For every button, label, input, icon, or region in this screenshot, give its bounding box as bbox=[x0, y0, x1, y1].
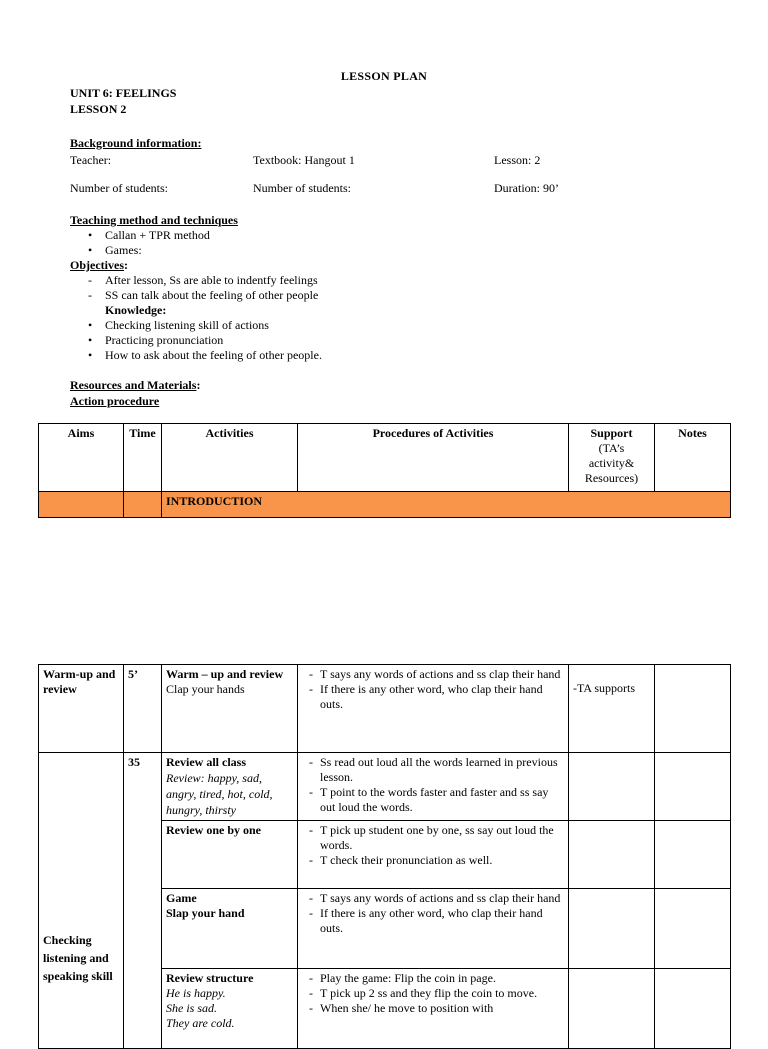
teaching-list bbox=[0, 228, 768, 258]
procedure-text: T says any words of actions and ss clap their hand bbox=[320, 667, 561, 681]
procedure-text: T point to the words faster and faster and ss say out loud the words. bbox=[320, 785, 549, 814]
list-item: Games: bbox=[105, 243, 142, 257]
time-cell: 5’ bbox=[124, 665, 162, 753]
support-cell bbox=[569, 969, 655, 1049]
support-title: Support bbox=[590, 426, 633, 440]
notes-cell bbox=[655, 753, 731, 821]
activity-sub: Slap your hand bbox=[166, 906, 245, 920]
duration-label: Duration: 90’ bbox=[494, 181, 559, 195]
procedure-item bbox=[302, 971, 564, 986]
teaching-heading: Teaching method and techniques bbox=[70, 213, 238, 227]
aims-cell: Warm-up and review bbox=[39, 665, 124, 753]
empty-cell bbox=[39, 492, 124, 518]
table-row bbox=[39, 753, 731, 821]
activity-title: Review all class bbox=[166, 755, 246, 769]
empty-cell bbox=[124, 492, 162, 518]
col-procedures: Procedures of Activities bbox=[298, 424, 569, 492]
procedure-cell bbox=[298, 821, 569, 889]
col-notes: Notes bbox=[655, 424, 731, 492]
notes-cell bbox=[655, 665, 731, 753]
support-line: activity& bbox=[588, 456, 635, 470]
objectives-list bbox=[0, 273, 768, 368]
procedure-item bbox=[302, 906, 564, 936]
procedure-text: T check their pronunciation as well. bbox=[320, 853, 493, 867]
list-item: Callan + TPR method bbox=[105, 228, 210, 242]
unit-title: UNIT 6: FEELINGS bbox=[70, 86, 177, 100]
dash: - bbox=[309, 1001, 313, 1015]
procedure-text: When she/ he move to position with bbox=[320, 1001, 494, 1015]
action-procedure-heading: Action procedure bbox=[70, 394, 160, 408]
bullet: • bbox=[88, 348, 93, 362]
procedure-cell bbox=[298, 969, 569, 1049]
procedure-item bbox=[302, 1001, 564, 1016]
notes-cell bbox=[655, 889, 731, 969]
activity-cell bbox=[162, 821, 298, 889]
activity-title: Review structure bbox=[166, 971, 254, 985]
activities-table bbox=[38, 664, 731, 1049]
list-item: How to ask about the feeling of other people. bbox=[105, 348, 322, 362]
support-line: (TA’s bbox=[598, 441, 625, 455]
procedure-item bbox=[302, 853, 564, 868]
aims-cell: Checking listening and speaking skill bbox=[39, 753, 124, 1049]
students-label: Number of students: bbox=[70, 181, 168, 195]
activity-line: She is sad. bbox=[166, 1001, 217, 1015]
procedure-text: T pick up student one by one, ss say out loud the words. bbox=[320, 823, 554, 852]
procedure-cell bbox=[298, 753, 569, 821]
activity-sub: Review: happy, sad, angry, tired, hot, cold, hungry, thirsty bbox=[166, 771, 273, 817]
dash: - bbox=[88, 273, 92, 287]
procedure-item bbox=[302, 986, 564, 1001]
procedure-item bbox=[302, 823, 564, 853]
procedure-item bbox=[302, 785, 564, 815]
activity-title: Game bbox=[166, 891, 197, 905]
list-item: Practicing pronunciation bbox=[105, 333, 224, 347]
notes-cell bbox=[655, 969, 731, 1049]
col-time: Time bbox=[124, 424, 162, 492]
teacher-label: Teacher: bbox=[70, 153, 112, 167]
procedure-text: If there is any other word, who clap their hand outs. bbox=[320, 682, 543, 711]
dash: - bbox=[88, 288, 92, 302]
procedure-cell bbox=[298, 665, 569, 753]
notes-cell bbox=[655, 821, 731, 889]
bullet: • bbox=[88, 243, 93, 257]
objectives-heading bbox=[70, 258, 128, 273]
support-cell bbox=[569, 753, 655, 821]
objectives-colon: : bbox=[123, 258, 128, 272]
dash: - bbox=[309, 667, 313, 681]
dash: - bbox=[309, 682, 313, 696]
header-row bbox=[39, 424, 731, 492]
activity-cell bbox=[162, 665, 298, 753]
list-item: SS can talk about the feeling of other people bbox=[105, 288, 319, 302]
support-line: Resources) bbox=[584, 471, 639, 485]
support-cell: -TA supports bbox=[569, 665, 655, 753]
procedure-text: Play the game: Flip the coin in page. bbox=[320, 971, 496, 985]
resources-heading-text: Resources and Materials bbox=[70, 378, 197, 392]
dash: - bbox=[309, 971, 313, 985]
dash: - bbox=[309, 891, 313, 905]
procedure-text: T says any words of actions and ss clap their hand bbox=[320, 891, 561, 905]
bullet: • bbox=[88, 228, 93, 242]
col-support bbox=[569, 424, 655, 492]
dash: - bbox=[309, 823, 313, 837]
procedure-item bbox=[302, 755, 564, 785]
activity-sub: Clap your hands bbox=[166, 682, 245, 696]
procedure-text: T pick up 2 ss and they flip the coin to move. bbox=[320, 986, 538, 1000]
header-table bbox=[38, 423, 731, 518]
procedure-text: If there is any other word, who clap their hand outs. bbox=[320, 906, 543, 935]
activity-title: Review one by one bbox=[166, 823, 261, 837]
dash: - bbox=[309, 785, 313, 799]
activity-cell bbox=[162, 969, 298, 1049]
knowledge-label: Knowledge: bbox=[105, 303, 167, 317]
resources-heading bbox=[70, 378, 200, 393]
col-aims: Aims bbox=[39, 424, 124, 492]
activity-line: He is happy. bbox=[166, 986, 226, 1000]
procedure-cell bbox=[298, 889, 569, 969]
activity-cell bbox=[162, 889, 298, 969]
procedure-item bbox=[302, 682, 564, 712]
dash: - bbox=[309, 906, 313, 920]
procedure-item bbox=[302, 667, 564, 682]
textbook-label: Textbook: Hangout 1 bbox=[253, 153, 355, 167]
section-label: INTRODUCTION bbox=[162, 492, 731, 518]
bullet: • bbox=[88, 318, 93, 332]
table-row bbox=[39, 665, 731, 753]
activity-line: They are cold. bbox=[166, 1016, 235, 1030]
page-title: LESSON PLAN bbox=[340, 69, 428, 83]
list-item: Checking listening skill of actions bbox=[105, 318, 269, 332]
dash: - bbox=[309, 986, 313, 1000]
section-row bbox=[39, 492, 731, 518]
lesson-title: LESSON 2 bbox=[70, 102, 127, 116]
bullet: • bbox=[88, 333, 93, 347]
activity-title: Warm – up and review bbox=[166, 667, 284, 681]
procedure-item bbox=[302, 891, 564, 906]
procedure-text: Ss read out loud all the words learned in previous lesson. bbox=[320, 755, 558, 784]
support-cell bbox=[569, 889, 655, 969]
dash: - bbox=[309, 853, 313, 867]
objectives-heading-text: Objectives bbox=[70, 258, 124, 272]
background-heading: Background information: bbox=[70, 136, 202, 150]
resources-colon: : bbox=[196, 378, 201, 392]
dash: - bbox=[309, 755, 313, 769]
activity-cell bbox=[162, 753, 298, 821]
students-label-2: Number of students: bbox=[253, 181, 351, 195]
support-cell bbox=[569, 821, 655, 889]
list-item: After lesson, Ss are able to indentfy feelings bbox=[105, 273, 318, 287]
col-activities: Activities bbox=[162, 424, 298, 492]
lesson-number: Lesson: 2 bbox=[494, 153, 541, 167]
time-cell: 35 bbox=[124, 753, 162, 1049]
